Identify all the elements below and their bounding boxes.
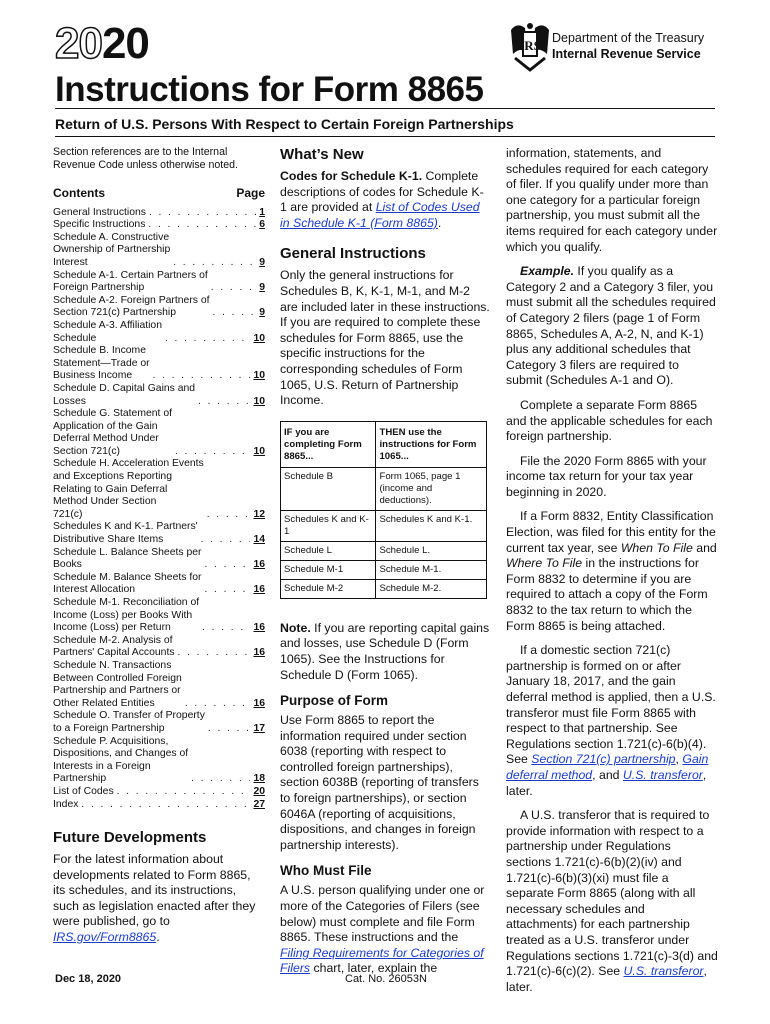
toc-leader-dots bbox=[153, 370, 251, 383]
toc-item[interactable] bbox=[53, 635, 265, 660]
footer-catalog-number: Cat. No. 26053N bbox=[345, 973, 427, 985]
toc-item-label: Schedule A-3. Affiliation Schedule bbox=[53, 319, 162, 344]
intro-note: Section references are to the Internal Revenue Code unless otherwise noted. bbox=[53, 146, 238, 171]
table-cell-then: Form 1065, page 1 (income and deductions). bbox=[376, 467, 487, 510]
toc-item-label: Schedule L. Balance Sheets per Books bbox=[53, 546, 202, 571]
who-must-file-text: A U.S. person qualifying under one or more of the Categories of Filers (see below) must complete and file Form 8865. These instructions and the Filing Requirements for Categories of Filers chart, later, explain the bbox=[280, 883, 485, 976]
toc-header bbox=[53, 186, 265, 202]
us-transferor-paragraph: A U.S. transferor that is required to provide information with respect to a partnership under Regulations sections 1.721(c)-6(b)(2)(iv) and 1.721(c)-6(b)(3)(xi) must file a separate Form 8865 (along with all necessary schedules and attachments) for each partnership treated as a U.S. transferor under Regulations sections 1.721(c)-3(d) and 1.721(c)-6(c)(2). See U.S. transferor, later. bbox=[506, 808, 718, 994]
toc-item-label: General Instructions bbox=[53, 206, 146, 218]
toc-item-label: Schedule A. Constructive Ownership of Partnership Interest bbox=[53, 231, 171, 268]
toc-item[interactable] bbox=[53, 345, 265, 383]
toc-page-link[interactable]: 9 bbox=[259, 307, 265, 319]
table-cell-then: Schedule L. bbox=[376, 541, 487, 560]
toc-page-label: Page bbox=[236, 186, 265, 200]
toc-item-label: Schedule M-2. Analysis of Partners' Capital Accounts bbox=[53, 634, 175, 659]
footer-date: Dec 18, 2020 bbox=[55, 973, 122, 985]
toc-item[interactable] bbox=[53, 547, 265, 572]
toc-page-link[interactable]: 6 bbox=[259, 219, 265, 231]
toc-leader-dots bbox=[201, 534, 251, 547]
toc-leader-dots bbox=[173, 257, 256, 270]
example-paragraph: Example. If you qualify as a Category 2 and a Category 3 filer, you must submit all the schedules required of Category 2 filers (page 1 of Form 8865, Schedules A, A-2, N, and K-1) plus any additional schedules that Category 3 filers are required to submit (Schedules A-1 and O). bbox=[506, 264, 716, 388]
toc-leader-dots bbox=[117, 786, 251, 799]
toc-item-label: Schedule B. Income Statement—Trade or Business Income bbox=[53, 345, 150, 382]
table-cell-then: Schedules K and K-1. bbox=[376, 510, 487, 541]
filing-requirements-link[interactable]: Filing Requirements for Categories of Filers bbox=[280, 945, 484, 976]
toc-leader-dots bbox=[208, 723, 251, 736]
middle-column bbox=[280, 146, 490, 986]
toc-item-label: Schedule G. Statement of Application of the Gain Deferral Method Under Section 721(c) bbox=[53, 408, 172, 457]
general-instructions-heading: General Instructions bbox=[280, 245, 426, 263]
page-subtitle: Return of U.S. Persons With Respect to Certain Foreign Partnerships bbox=[55, 116, 514, 132]
form-8832-paragraph: If a Form 8832, Entity Classification Election, was filed for this entity for the current tax year, see When To File and Where To File in the instructions for Form 8832 to determine if you are required to attach a copy of the Form 8832 to the tax return to which the Form 8865 is being attached. bbox=[506, 509, 717, 633]
table-cell-then: Schedule M-2. bbox=[376, 579, 487, 598]
toc-page-link[interactable]: 12 bbox=[253, 508, 265, 520]
toc-leader-dots bbox=[207, 509, 251, 522]
who-must-file-heading: Who Must File bbox=[280, 863, 372, 879]
toc-page-link[interactable]: 10 bbox=[253, 445, 265, 457]
separate-form-paragraph: Complete a separate Form 8865 and the applicable schedules for each foreign partnership. bbox=[506, 397, 713, 444]
toc-item-label: Specific Instructions bbox=[53, 219, 146, 231]
section-721c-link[interactable]: Section 721(c) partnership bbox=[531, 752, 676, 767]
toc-leader-dots bbox=[204, 559, 250, 572]
schedule-instructions-table bbox=[280, 421, 487, 599]
toc-leader-dots bbox=[185, 698, 251, 711]
toc-label: Contents bbox=[53, 186, 105, 200]
toc-page-link[interactable]: 16 bbox=[253, 622, 265, 634]
toc-leader-dots bbox=[198, 396, 250, 409]
toc-page-link[interactable]: 27 bbox=[253, 798, 265, 810]
table-cell-then: Schedule M-1. bbox=[376, 560, 487, 579]
toc-item[interactable] bbox=[53, 799, 265, 812]
agency-department: Department of the Treasury bbox=[552, 31, 705, 45]
toc-item[interactable] bbox=[53, 710, 265, 735]
toc-page-link[interactable]: 16 bbox=[253, 559, 265, 571]
toc-item-label: Schedule A-1. Certain Partners of Foreign Partnership bbox=[53, 269, 208, 294]
right-column bbox=[506, 146, 718, 1004]
toc-item-label: Index bbox=[53, 798, 79, 810]
us-transferor-link-2[interactable]: U.S. transferor bbox=[623, 964, 704, 979]
irs-gov-link[interactable]: IRS.gov/Form8865 bbox=[53, 930, 157, 945]
table-row bbox=[281, 467, 487, 510]
toc-page-link[interactable]: 20 bbox=[253, 785, 265, 797]
toc-item[interactable] bbox=[53, 383, 265, 408]
table-row bbox=[281, 579, 487, 598]
page-title: Instructions for Form 8865 bbox=[55, 70, 484, 109]
toc-item[interactable] bbox=[53, 521, 265, 546]
toc-item-label: Schedule H. Acceleration Events and Exceptions Reporting Relating to Gain Deferral Method Under Section 721(c) bbox=[53, 458, 204, 520]
toc-item[interactable] bbox=[53, 572, 265, 597]
toc-leader-dots bbox=[213, 307, 257, 320]
gain-deferral-link[interactable]: Gain deferral method bbox=[506, 752, 709, 782]
list-of-codes-link[interactable]: List of Codes Used in Schedule K-1 (Form 8865) bbox=[280, 200, 480, 230]
year-heading bbox=[55, 19, 149, 68]
toc-leader-dots bbox=[178, 647, 251, 660]
agency-name bbox=[552, 30, 712, 62]
toc-item[interactable] bbox=[53, 660, 265, 710]
toc-page-link[interactable]: 1 bbox=[259, 206, 265, 218]
toc-page-link[interactable]: 9 bbox=[259, 282, 265, 294]
svg-text:IRS: IRS bbox=[519, 38, 541, 53]
note-paragraph: Note. If you are reporting capital gains and losses, use Schedule D (Form 1065). See the Instructions for Schedule D (Form 1065). bbox=[280, 620, 490, 682]
table-row bbox=[281, 510, 487, 541]
toc-item-label: Schedule M-1. Reconciliation of Income (Loss) per Books With Income (Loss) per Return bbox=[53, 597, 200, 634]
whats-new-heading: What’s New bbox=[280, 146, 364, 163]
toc-leader-dots bbox=[81, 799, 250, 812]
agency-irs: Internal Revenue Service bbox=[552, 47, 701, 61]
toc-leader-dots bbox=[211, 282, 256, 295]
toc-item-label: List of Codes bbox=[53, 785, 114, 797]
table-cell-if: Schedule M-1 bbox=[281, 560, 376, 579]
toc-leader-dots bbox=[148, 219, 256, 232]
toc-page-link[interactable]: 16 bbox=[253, 584, 265, 596]
toc-item[interactable] bbox=[53, 232, 265, 270]
future-developments-heading: Future Developments bbox=[53, 829, 207, 847]
purpose-of-form-heading: Purpose of Form bbox=[280, 693, 389, 709]
table-cell-if: Schedule M-2 bbox=[281, 579, 376, 598]
toc-item[interactable] bbox=[53, 207, 265, 220]
toc-item-label: Schedule A-2. Foreign Partners of Section 721(c) Partnership bbox=[53, 294, 210, 319]
section-721c-paragraph: If a domestic section 721(c) partnership is formed on or after January 18, 2017, and the gain deferral method is applied, then a U.S. transferor must file Form 8865 with respect to that partnership. See Regulations section 1.721(c)-6(b)(4). See Section 721(c) partnership, Gain deferral method, and U.S. transferor, later. bbox=[506, 643, 716, 798]
purpose-of-form-text: Use Form 8865 to report the information required under section 6038 (reporting with respect to controlled foreign partnerships), section 6038B (reporting of transfers to foreign partnerships), or section 6046A (reporting of acquisitions, dispositions, and changes in foreign partnership interests). bbox=[280, 713, 479, 852]
category-paragraph: information, statements, and schedules required for each category of filer. If you qualify under more than one category for a particular foreign partnership, you must submit all the items required for each category under which you qualify. bbox=[506, 146, 718, 254]
toc-page-link[interactable]: 9 bbox=[259, 256, 265, 268]
toc-leader-dots bbox=[175, 446, 250, 459]
toc-leader-dots bbox=[165, 333, 250, 346]
future-developments-text: For the latest information about developments related to Form 8865, its schedules, and its instructions, such as legislation enacted after they were published, go to IRS.gov/Form8865. bbox=[53, 852, 256, 945]
toc-page-link[interactable]: 17 bbox=[253, 722, 265, 734]
table-of-contents bbox=[53, 207, 265, 812]
file-with-return-paragraph: File the 2020 Form 8865 with your income tax return for your tax year beginning in 2020. bbox=[506, 453, 707, 499]
toc-item[interactable] bbox=[53, 270, 265, 295]
toc-item[interactable] bbox=[53, 295, 265, 320]
irs-eagle-logo-icon bbox=[505, 20, 555, 74]
toc-page-link[interactable]: 10 bbox=[253, 332, 265, 344]
toc-item-label: Schedule P. Acquisitions, Dispositions, and Changes of Interests in a Foreign Partnership bbox=[53, 735, 189, 785]
table-header-row bbox=[281, 421, 487, 467]
toc-leader-dots bbox=[202, 622, 250, 635]
table-cell-if: Schedules K and K-1 bbox=[281, 510, 376, 541]
toc-item[interactable] bbox=[53, 786, 265, 799]
toc-page-link[interactable]: 10 bbox=[253, 370, 265, 382]
toc-leader-dots bbox=[204, 584, 250, 597]
header-divider bbox=[55, 108, 715, 109]
toc-page-link[interactable]: 16 bbox=[253, 647, 265, 659]
toc-item[interactable] bbox=[53, 219, 265, 232]
us-transferor-link[interactable]: U.S. transferor bbox=[622, 767, 703, 782]
toc-item[interactable] bbox=[53, 320, 265, 345]
codes-paragraph: Codes for Schedule K-1. Complete descriptions of codes for Schedule K-1 are provided at List of Codes Used in Schedule K-1 (Form 8865). bbox=[280, 169, 484, 230]
toc-page-link[interactable]: 10 bbox=[253, 395, 265, 407]
table-header-then: THEN use the instructions for Form 1065... bbox=[376, 421, 487, 467]
table-row bbox=[281, 541, 487, 560]
table-cell-if: Schedule B bbox=[281, 467, 376, 510]
subtitle-divider bbox=[55, 136, 715, 137]
toc-page-link[interactable]: 14 bbox=[253, 534, 265, 546]
toc-item[interactable] bbox=[53, 458, 265, 521]
left-column bbox=[53, 146, 265, 955]
general-instructions-text: Only the general instructions for Schedules B, K, K-1, M-1, and M-2 are included later in these instructions. If you are required to complete these schedules for Form 8865, use the specific instructions for the corresponding schedules of Form 1065, U.S. Return of Partnership Income. bbox=[280, 268, 490, 408]
toc-item-label: Schedule O. Transfer of Property to a Foreign Partnership bbox=[53, 710, 205, 734]
toc-item[interactable] bbox=[53, 597, 265, 635]
toc-item[interactable] bbox=[53, 408, 265, 458]
toc-item-label: Schedule M. Balance Sheets for Interest Allocation bbox=[53, 571, 202, 596]
table-cell-if: Schedule L bbox=[281, 541, 376, 560]
table-row bbox=[281, 560, 487, 579]
toc-item-label: Schedule D. Capital Gains and Losses bbox=[53, 382, 196, 407]
toc-leader-dots bbox=[191, 773, 250, 786]
toc-item-label: Schedules K and K-1. Partners' Distributive Share Items bbox=[53, 521, 198, 546]
toc-page-link[interactable]: 18 bbox=[253, 773, 265, 785]
toc-item-label: Schedule N. Transactions Between Controlled Foreign Partnership and Partners or Other Related Entities bbox=[53, 659, 182, 709]
toc-leader-dots bbox=[149, 207, 256, 220]
table-header-if: IF you are completing Form 8865... bbox=[281, 421, 376, 467]
toc-page-link[interactable]: 16 bbox=[253, 697, 265, 709]
toc-item[interactable] bbox=[53, 736, 265, 786]
year-outline: 20 bbox=[55, 19, 102, 68]
year-solid: 20 bbox=[101, 19, 149, 68]
